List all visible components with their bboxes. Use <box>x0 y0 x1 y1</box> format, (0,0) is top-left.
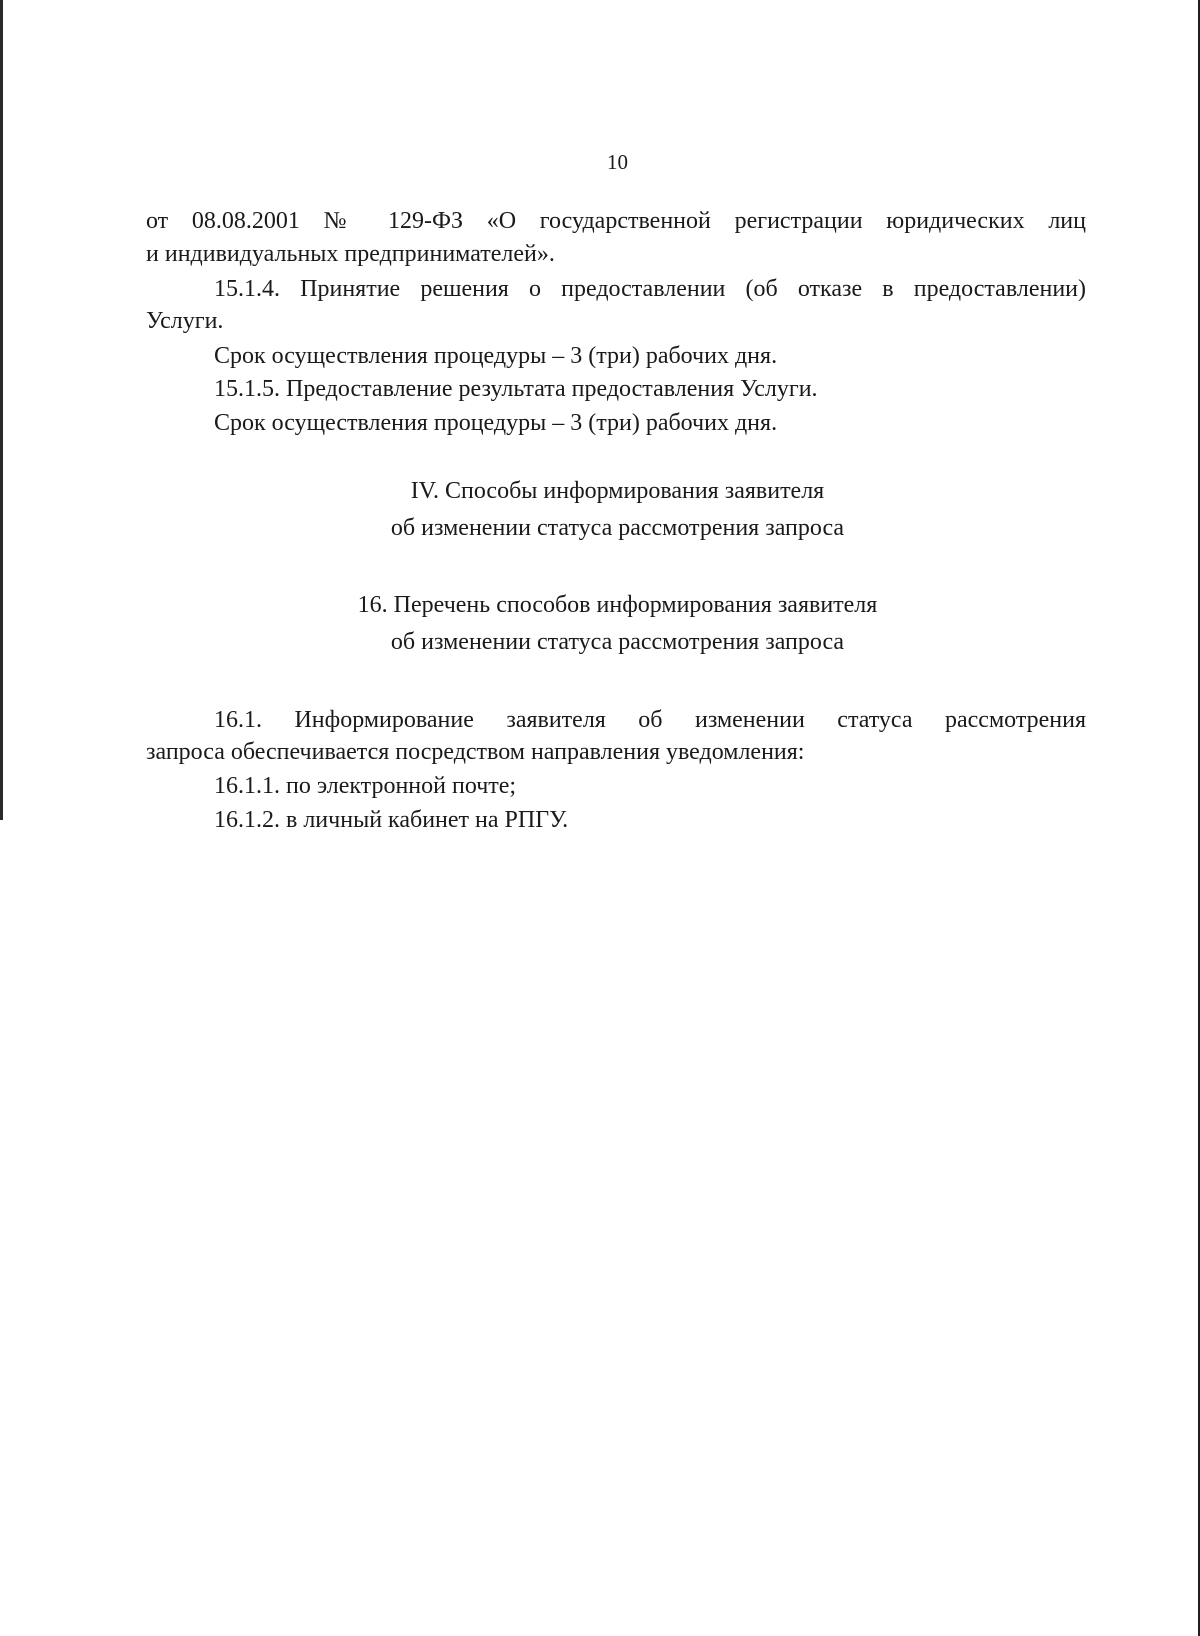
paragraph-line: Услуги. <box>146 308 224 334</box>
paragraph-line: 16.1.2. в личный кабинет на РПГУ. <box>214 807 569 833</box>
subsection-heading: об изменении статуса рассмотрения запроса <box>390 629 845 655</box>
paragraph-line: запроса обеспечивается посредством направления уведомления: <box>146 739 805 765</box>
paragraph-line: 16.1.1. по электронной почте; <box>214 773 517 799</box>
paragraph-line: и индивидуальных предпринимателей». <box>146 241 555 267</box>
section-heading: об изменении статуса рассмотрения запроса <box>390 515 845 541</box>
paragraph-line: от 08.08.2001 № 129-ФЗ «О государственной регистрации юридических лиц <box>146 208 1086 234</box>
scan-edge-left <box>0 0 3 820</box>
paragraph-line: 15.1.5. Предоставление результата предоставления Услуги. <box>214 376 818 402</box>
paragraph-line: 16.1. Информирование заявителя об изменении статуса рассмотрения <box>214 707 1086 733</box>
subsection-heading: 16. Перечень способов информирования заявителя <box>357 592 878 618</box>
section-heading: IV. Способы информирования заявителя <box>410 478 825 504</box>
paragraph-line: Срок осуществления процедуры – 3 (три) рабочих дня. <box>214 410 778 436</box>
paragraph-line: Срок осуществления процедуры – 3 (три) рабочих дня. <box>214 343 778 369</box>
paragraph-line: 15.1.4. Принятие решения о предоставлении (об отказе в предоставлении) <box>214 276 1086 302</box>
page-number: 10 <box>607 150 628 174</box>
